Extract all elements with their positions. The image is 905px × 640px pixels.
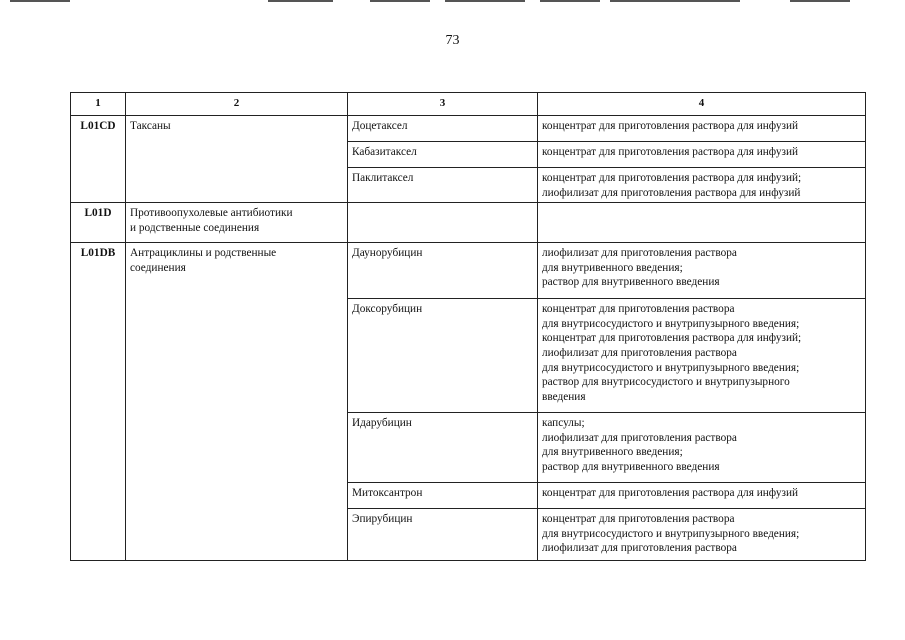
drug-classification-table xyxy=(70,92,866,561)
column-header: 2 xyxy=(126,93,348,116)
dosage-form-line: лиофилизат для приготовления раствора xyxy=(542,542,737,555)
top-edge-line xyxy=(610,0,740,2)
group-name-line: Противоопухолевые антибиотики xyxy=(130,207,293,220)
column-header: 3 xyxy=(348,93,538,116)
group-name-cell xyxy=(126,243,348,561)
dosage-form-line: для внутрисосудистого и внутрипузырного введения; xyxy=(542,361,800,374)
drug-name-cell: Паклитаксел xyxy=(348,168,538,203)
dosage-form-line: раствор для внутривенного введения xyxy=(542,460,720,473)
top-edge-line xyxy=(10,0,70,2)
dosage-form-line: лиофилизат для приготовления раствора для инфузий xyxy=(542,186,801,199)
dosage-form-cell xyxy=(538,509,866,561)
dosage-form-cell xyxy=(538,142,866,168)
atc-code-cell: L01D xyxy=(71,203,126,243)
dosage-form-line: концентрат для приготовления раствора для инфузий xyxy=(542,487,799,500)
column-header-row xyxy=(71,93,866,116)
dosage-form-line: концентрат для приготовления раствора xyxy=(542,303,735,316)
atc-code-cell: L01DB xyxy=(71,243,126,561)
dosage-form-line: раствор для внутривенного введения xyxy=(542,276,720,289)
dosage-form-line: концентрат для приготовления раствора xyxy=(542,513,735,526)
page-number: 73 xyxy=(445,33,460,48)
dosage-form-line: для внутрисосудистого и внутрипузырного введения; xyxy=(542,317,800,330)
dosage-form-cell xyxy=(538,299,866,413)
group-name-line: Таксаны xyxy=(130,120,171,132)
group-name-line: Антрациклины и родственные xyxy=(130,247,277,260)
column-header: 4 xyxy=(538,93,866,116)
dosage-form-line: лиофилизат для приготовления раствора xyxy=(542,346,737,359)
group-name-line: и родственные соединения xyxy=(130,221,260,234)
drug-name-cell: Даунорубицин xyxy=(348,243,538,299)
dosage-form-line: раствор для внутрисосудистого и внутрипузырного xyxy=(542,376,790,389)
top-edge-line xyxy=(445,0,525,2)
dosage-form-line: капсулы; xyxy=(542,417,585,430)
table-row xyxy=(71,203,866,243)
drug-name-cell: Кабазитаксел xyxy=(348,142,538,168)
drug-name-cell: Доцетаксел xyxy=(348,116,538,142)
dosage-form-cell xyxy=(538,483,866,509)
group-name-cell xyxy=(126,203,348,243)
top-edge-line xyxy=(370,0,430,2)
table-row xyxy=(71,243,866,299)
group-name-cell xyxy=(126,116,348,203)
drug-name-cell: Митоксантрон xyxy=(348,483,538,509)
drug-name-cell xyxy=(348,203,538,243)
dosage-form-cell xyxy=(538,168,866,203)
dosage-form-line: лиофилизат для приготовления раствора xyxy=(542,247,737,260)
drug-name-cell: Идарубицин xyxy=(348,413,538,483)
drug-name-cell: Доксорубицин xyxy=(348,299,538,413)
dosage-form-line: концентрат для приготовления раствора для инфузий xyxy=(542,146,799,158)
dosage-form-line: лиофилизат для приготовления раствора xyxy=(542,431,737,444)
table-body xyxy=(71,93,866,561)
group-name-line: соединения xyxy=(130,261,186,274)
dosage-form-line: концентрат для приготовления раствора для инфузий; xyxy=(542,332,802,345)
dosage-form-line: для внутривенного введения; xyxy=(542,446,683,459)
top-edge-line xyxy=(790,0,850,2)
dosage-form-cell xyxy=(538,203,866,243)
top-edge-line xyxy=(268,0,333,2)
column-header: 1 xyxy=(71,93,126,116)
top-edge-line xyxy=(540,0,600,2)
dosage-form-line: концентрат для приготовления раствора для инфузий xyxy=(542,120,799,132)
dosage-form-line: введения xyxy=(542,390,586,403)
dosage-form-line: для внутрисосудистого и внутрипузырного введения; xyxy=(542,527,800,540)
dosage-form-cell xyxy=(538,243,866,299)
dosage-form-cell xyxy=(538,413,866,483)
drug-name-cell: Эпирубицин xyxy=(348,509,538,561)
atc-code-cell: L01CD xyxy=(71,116,126,203)
dosage-form-line: для внутривенного введения; xyxy=(542,261,683,274)
table-row xyxy=(71,116,866,142)
dosage-form-line: концентрат для приготовления раствора для инфузий; xyxy=(542,172,802,184)
dosage-form-cell xyxy=(538,116,866,142)
